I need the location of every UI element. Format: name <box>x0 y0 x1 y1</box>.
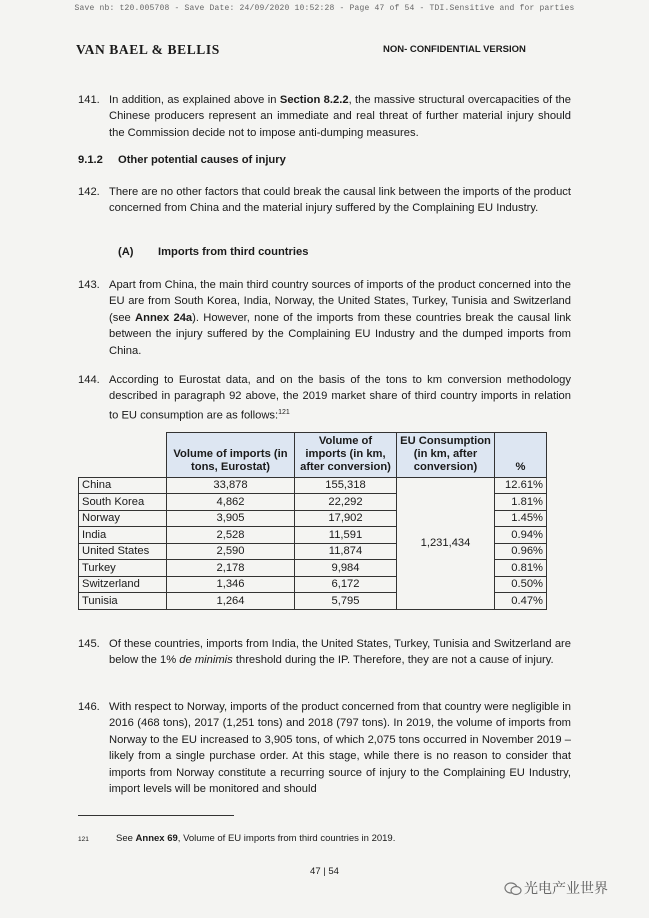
pct-cell: 1.45% <box>495 510 547 527</box>
country-cell: South Korea <box>79 494 167 511</box>
footnote-number: 121 <box>78 836 89 843</box>
tons-cell: 2,528 <box>167 527 295 544</box>
km-cell: 11,591 <box>295 527 397 544</box>
country-cell: Tunisia <box>79 593 167 610</box>
table-header-consumption: EU Consumption (in km, after conversion) <box>397 433 495 478</box>
section-number: 9.1.2 <box>78 154 103 166</box>
km-cell: 6,172 <box>295 576 397 593</box>
subsection-label: (A) <box>118 246 134 258</box>
para-143-number: 143. <box>78 279 100 291</box>
footnote-text: See Annex 69, Volume of EU imports from third countries in 2019. <box>116 833 396 844</box>
pct-cell: 0.81% <box>495 560 547 577</box>
confidentiality-label: NON- CONFIDENTIAL VERSION <box>383 44 526 55</box>
km-cell: 5,795 <box>295 593 397 610</box>
table-header-blank <box>79 433 167 478</box>
tons-cell: 1,264 <box>167 593 295 610</box>
wechat-icon <box>504 882 522 896</box>
para-142-number: 142. <box>78 186 100 198</box>
para-144: According to Eurostat data, and on the basis of the tons to km conversion methodology described in paragraph 92 above, the 2019 market share of third country imports in relation to EU consumption are as follows:$^{121}$ <box>109 374 571 422</box>
table-header-row <box>79 433 547 478</box>
save-stamp: Save nb: t20.005708 - Save Date: 24/09/2020 10:52:28 - Page 47 of 54 - TDI.Sensitive and for parties <box>74 4 575 13</box>
footnote-divider <box>78 815 234 816</box>
table-header-tons: Volume of imports (in tons, Eurostat) <box>167 433 295 478</box>
km-cell: 155,318 <box>295 477 397 494</box>
watermark <box>504 878 608 898</box>
pct-cell: 0.50% <box>495 576 547 593</box>
table-header-km: Volume of imports (in km, after conversion) <box>295 433 397 478</box>
footnote-ref: 121 <box>278 408 290 416</box>
country-cell: Turkey <box>79 560 167 577</box>
para-146: With respect to Norway, imports of the product concerned from that country were negligible in 2016 (468 tons), 2017 (1,251 tons) and 2018 (797 tons). In 2019, the volume of imports from Norway to the EU increased to 3,905 tons, of which 2,075 tons occurred in November 2019 – likely from a single purchase order. At this stage, while there is no reason to consider that imports from Norway constitute a recurring source of injury to the Complaining EU Industry, import levels will be monitored and should <box>109 701 571 796</box>
pct-cell: 12.61% <box>495 477 547 494</box>
km-cell: 17,902 <box>295 510 397 527</box>
pct-cell: 0.96% <box>495 543 547 560</box>
para-145: Of these countries, imports from India, the United States, Turkey, Tunisia and Switzerland are below the 1% de minimis threshold during the IP. Therefore, they are not a cause of injury. <box>109 638 571 667</box>
para-142: There are no other factors that could break the causal link between the imports of the product concerned from China and the material injury suffered by the Complaining EU Industry. <box>109 186 571 215</box>
tons-cell: 33,878 <box>167 477 295 494</box>
para-143: Apart from China, the main third country sources of imports of the product concerned into the EU are from South Korea, India, Norway, the United States, Turkey, Tunisia and Switzerland (see Annex 24a). However, none of the imports from these countries break the causal link between the injury suffered by the Complaining EU Industry and the dumped imports from China. <box>109 279 572 357</box>
pct-cell: 0.94% <box>495 527 547 544</box>
consumption-cell: 1,231,434 <box>397 477 495 609</box>
para-141: In addition, as explained above in Section 8.2.2, the massive structural overcapacities of the Chinese producers represent an immediate and real threat of further material injury should the Commission decide not to impose anti-dumping measures. <box>109 94 571 139</box>
tons-cell: 2,590 <box>167 543 295 560</box>
country-cell: China <box>79 477 167 494</box>
country-cell: Switzerland <box>79 576 167 593</box>
para-141-number: 141. <box>78 94 100 106</box>
table-row <box>79 477 547 494</box>
firm-name: VAN BAEL & BELLIS <box>76 42 220 57</box>
section-title: Other potential causes of injury <box>118 154 286 166</box>
import-share-table <box>78 432 547 610</box>
country-cell: India <box>79 527 167 544</box>
tons-cell: 2,178 <box>167 560 295 577</box>
km-cell: 22,292 <box>295 494 397 511</box>
country-cell: Norway <box>79 510 167 527</box>
country-cell: United States <box>79 543 167 560</box>
page-number: 47 | 54 <box>310 866 339 877</box>
tons-cell: 3,905 <box>167 510 295 527</box>
pct-cell: 0.47% <box>495 593 547 610</box>
tons-cell: 4,862 <box>167 494 295 511</box>
para-145-number: 145. <box>78 638 100 650</box>
km-cell: 11,874 <box>295 543 397 560</box>
tons-cell: 1,346 <box>167 576 295 593</box>
watermark-text: 光电产业世界 <box>524 880 608 896</box>
para-144-number: 144. <box>78 374 100 386</box>
subsection-title: Imports from third countries <box>158 246 309 258</box>
km-cell: 9,984 <box>295 560 397 577</box>
table-header-pct: % <box>495 433 547 478</box>
pct-cell: 1.81% <box>495 494 547 511</box>
para-146-number: 146. <box>78 701 100 713</box>
